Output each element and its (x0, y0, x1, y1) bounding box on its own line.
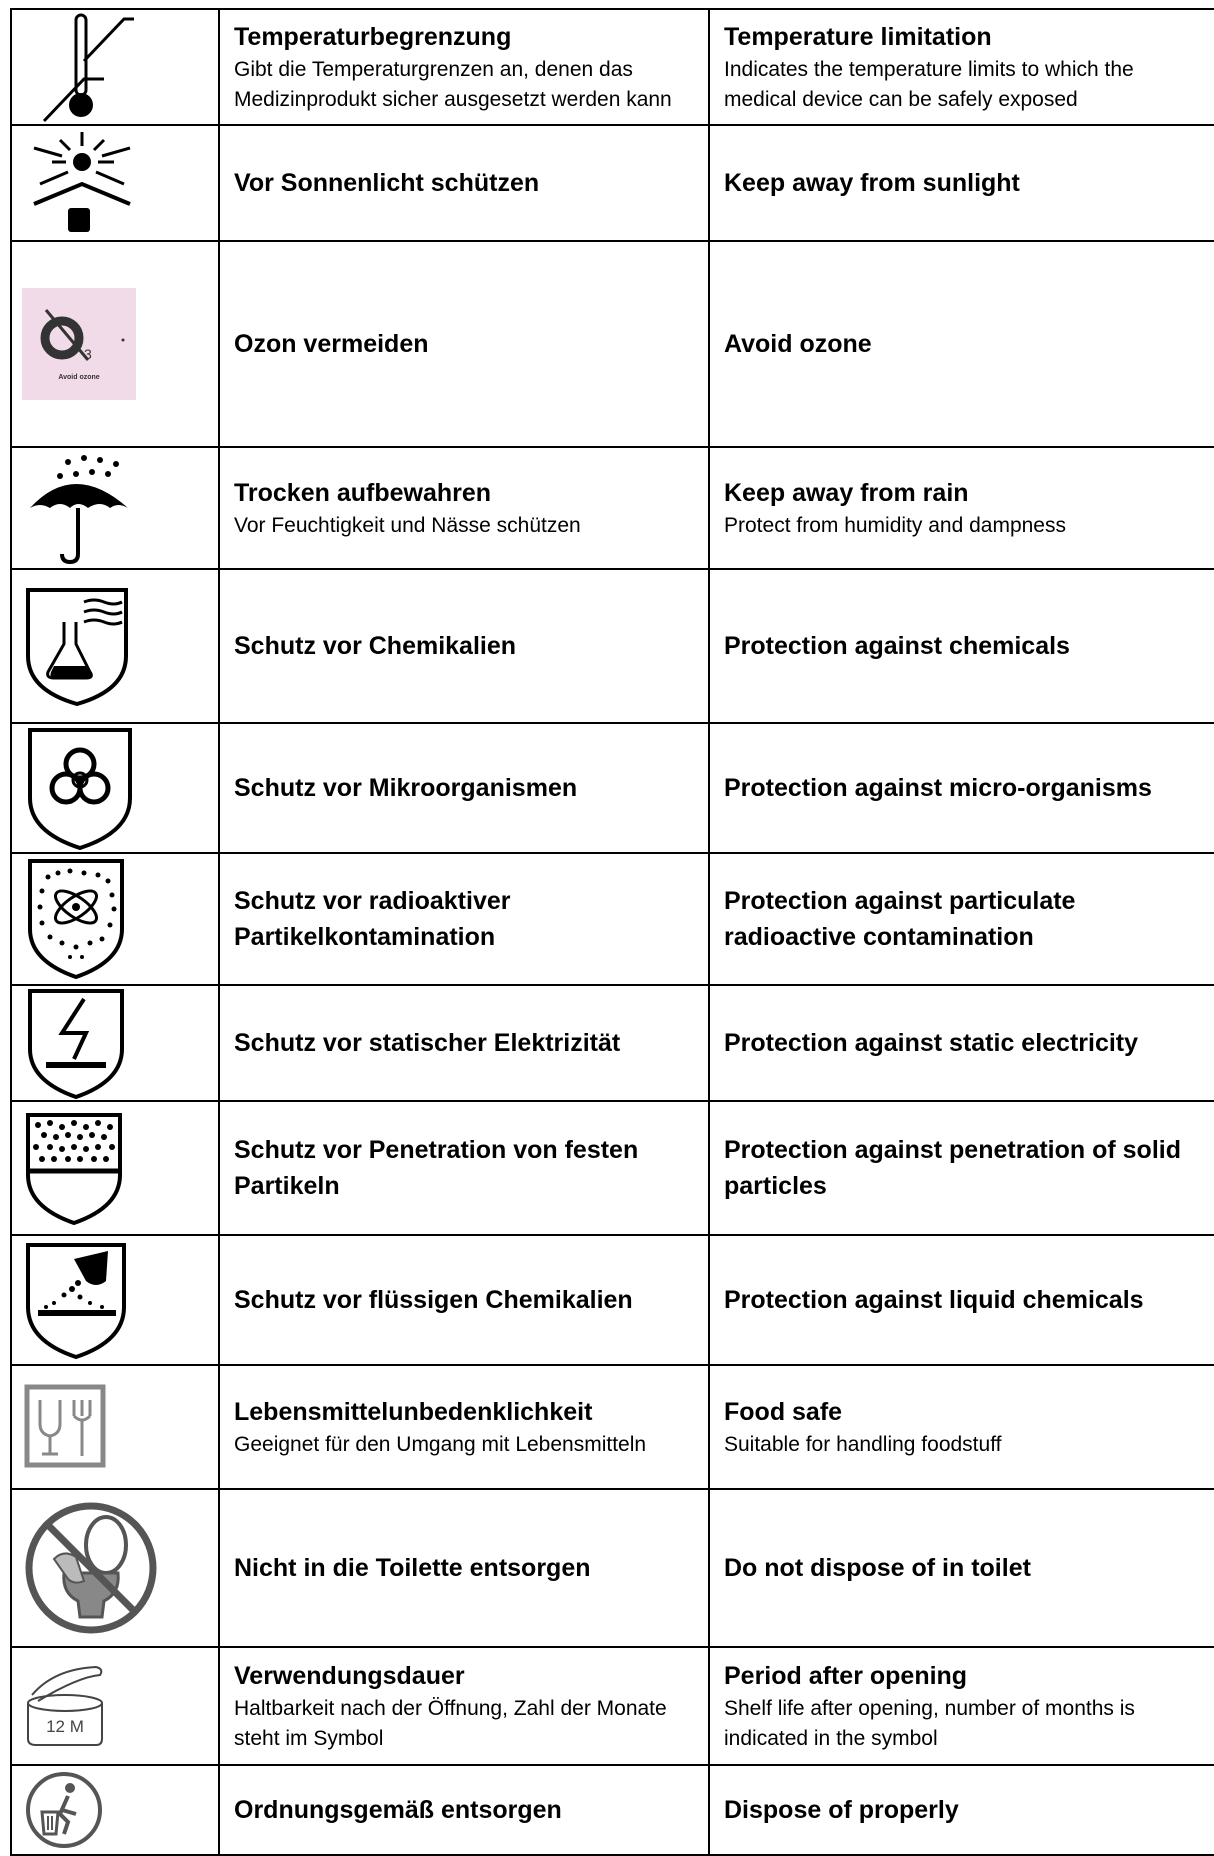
chemical-protection-icon (24, 586, 130, 706)
german-cell (218, 1488, 708, 1646)
german-cell (218, 852, 708, 984)
german-title: Ozon vermeiden (234, 330, 429, 358)
german-cell (218, 8, 708, 124)
german-description: Vor Feuchtigkeit und Nässe schützen (234, 514, 581, 537)
keep-away-from-sunlight-icon (24, 128, 144, 238)
avoid-ozone-icon (22, 288, 136, 400)
english-cell (708, 852, 1214, 984)
solid-particles-icon (24, 1111, 124, 1225)
german-title: Schutz vor statischer Elektrizität (234, 1029, 621, 1057)
table-row (10, 852, 1214, 984)
table-row (10, 1234, 1214, 1364)
german-title: Schutz vor Mikroorganismen (234, 774, 578, 802)
english-title: Keep away from sunlight (724, 169, 1020, 197)
table-row (10, 8, 1214, 124)
avoid-ozone-caption: Avoid ozone (58, 374, 100, 381)
table-row (10, 722, 1214, 852)
temperature-limit-icon (24, 11, 144, 123)
german-cell (218, 1234, 708, 1364)
english-description: Indicates the temperature limits to which the medical device can be safely exposed (724, 58, 1134, 111)
english-description: Shelf life after opening, number of months is indicated in the symbol (724, 1697, 1135, 1750)
liquid-chemicals-icon (24, 1241, 128, 1359)
english-cell (708, 984, 1214, 1100)
german-title: Nicht in die Toilette entsorgen (234, 1554, 591, 1582)
table-row (10, 1364, 1214, 1488)
german-title: Trocken aufbewahren (234, 479, 492, 507)
english-cell (708, 568, 1214, 722)
table-row (10, 124, 1214, 240)
static-electricity-icon (24, 987, 128, 1099)
english-cell (708, 8, 1214, 124)
german-title: Schutz vor radioaktiver Partikelkontamination (234, 887, 511, 951)
ozone-subscript: 3 (84, 346, 92, 362)
icon-cell (10, 1364, 218, 1488)
english-cell (708, 240, 1214, 446)
german-description: Geeignet für den Umgang mit Lebensmitteln (234, 1433, 647, 1456)
german-cell (218, 1764, 708, 1856)
table-row (10, 446, 1214, 568)
german-title: Schutz vor Chemikalien (234, 632, 517, 660)
icon-cell (10, 240, 218, 446)
english-cell (708, 1100, 1214, 1234)
english-title: Avoid ozone (724, 330, 872, 358)
english-title: Food safe (724, 1398, 843, 1426)
english-title: Protection against liquid chemicals (724, 1286, 1144, 1314)
english-cell (708, 124, 1214, 240)
german-title: Vor Sonnenlicht schützen (234, 169, 540, 197)
english-title: Protection against static electricity (724, 1029, 1139, 1057)
english-title: Protection against micro-organisms (724, 774, 1152, 802)
table-row (10, 568, 1214, 722)
english-title: Protection against penetration of solid particles (724, 1136, 1181, 1200)
german-title: Lebensmittelunbedenklichkeit (234, 1398, 593, 1426)
table-row (10, 984, 1214, 1100)
icon-cell (10, 1646, 218, 1764)
icon-cell (10, 1100, 218, 1234)
english-title: Period after opening (724, 1662, 968, 1690)
icon-cell (10, 722, 218, 852)
radioactive-contamination-icon (24, 857, 128, 981)
table-row (10, 1100, 1214, 1234)
dispose-properly-icon (24, 1770, 104, 1850)
german-cell (218, 124, 708, 240)
german-cell (218, 722, 708, 852)
english-title: Temperature limitation (724, 23, 992, 51)
table-row (10, 240, 1214, 446)
icon-cell (10, 124, 218, 240)
german-cell (218, 1646, 708, 1764)
english-title: Dispose of properly (724, 1796, 959, 1824)
english-title: Keep away from rain (724, 479, 969, 507)
german-cell (218, 1364, 708, 1488)
icon-cell (10, 852, 218, 984)
english-cell (708, 446, 1214, 568)
table-row (10, 1764, 1214, 1856)
english-cell (708, 1646, 1214, 1764)
german-title: Verwendungsdauer (234, 1662, 465, 1690)
icon-cell (10, 1764, 218, 1856)
german-cell (218, 240, 708, 446)
english-cell (708, 1234, 1214, 1364)
no-toilet-disposal-icon (24, 1501, 158, 1635)
icon-cell (10, 1234, 218, 1364)
german-title: Ordnungsgemäß entsorgen (234, 1796, 562, 1824)
german-cell (218, 984, 708, 1100)
german-cell (218, 1100, 708, 1234)
german-cell (218, 446, 708, 568)
icon-cell (10, 1488, 218, 1646)
german-description: Gibt die Temperaturgrenzen an, denen das Medizinprodukt sicher ausgesetzt werden kann (234, 58, 672, 111)
icon-cell (10, 8, 218, 124)
german-title: Schutz vor flüssigen Chemikalien (234, 1286, 633, 1314)
table-row (10, 1646, 1214, 1764)
german-description: Haltbarkeit nach der Öffnung, Zahl der Monate steht im Symbol (234, 1697, 667, 1750)
icon-cell (10, 446, 218, 568)
english-cell (708, 1764, 1214, 1856)
german-title: Temperaturbegrenzung (234, 23, 512, 51)
english-description: Protect from humidity and dampness (724, 514, 1066, 537)
english-title: Do not dispose of in toilet (724, 1554, 1031, 1582)
english-title: Protection against particulate radioactive contamination (724, 887, 1076, 951)
keep-dry-umbrella-icon (24, 450, 134, 566)
icon-cell (10, 568, 218, 722)
biohazard-protection-icon (24, 726, 136, 850)
food-safe-icon (24, 1384, 106, 1470)
table-row (10, 1488, 1214, 1646)
english-title: Protection against chemicals (724, 632, 1070, 660)
german-title: Schutz vor Penetration von festen Partikeln (234, 1136, 639, 1200)
german-cell (218, 568, 708, 722)
english-description: Suitable for handling foodstuff (724, 1433, 1002, 1456)
period-after-opening-icon (24, 1663, 106, 1749)
months-label: 12 M (46, 1717, 84, 1736)
icon-cell (10, 984, 218, 1100)
english-cell (708, 1488, 1214, 1646)
english-cell (708, 722, 1214, 852)
english-cell (708, 1364, 1214, 1488)
